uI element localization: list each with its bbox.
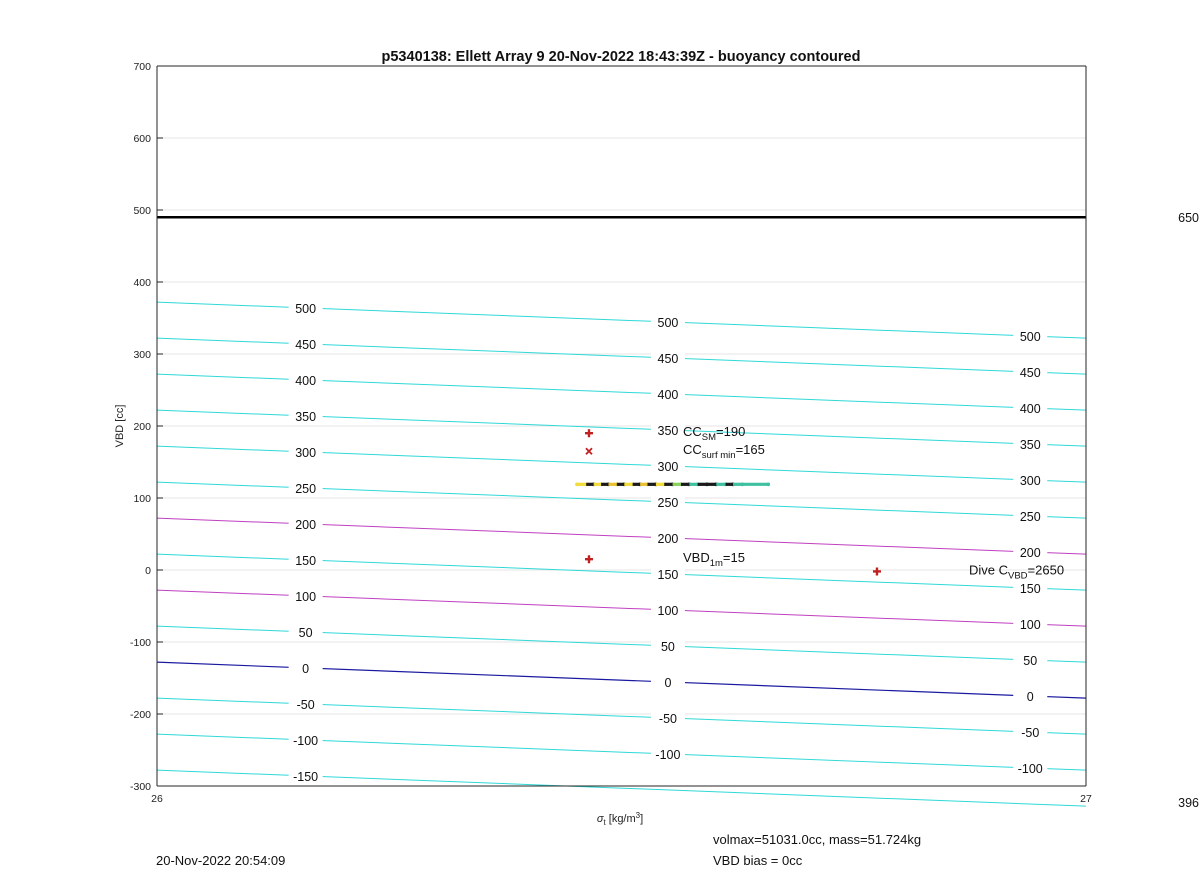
footer-volmax: volmax=51031.0cc, mass=51.724kg — [713, 832, 922, 847]
contour-label: 450 — [295, 337, 317, 352]
contour-label: 400 — [1019, 402, 1041, 416]
y-tick-label: 600 — [133, 133, 151, 145]
contour-label: 300 — [295, 445, 317, 460]
y-tick-label: -100 — [129, 637, 151, 649]
contour-label: 250 — [657, 495, 679, 510]
contour-label: 500 — [295, 301, 317, 316]
contour-label: -50 — [296, 697, 315, 712]
footer-vbd-bias: VBD bias = 0cc — [713, 853, 803, 868]
chart-title: p5340138: Ellett Array 9 20-Nov-2022 18:43:39Z - buoyancy contoured — [381, 49, 861, 65]
contour-label: -100 — [655, 747, 681, 762]
marker-VBD_1m — [585, 555, 593, 563]
marker-Dive_C_VBD — [873, 567, 881, 575]
y-tick-label: 700 — [133, 61, 151, 73]
contour-label: 350 — [657, 423, 679, 438]
x-axis-label: $\sigma_t$ $[kg/m^3]$ — [596, 811, 644, 827]
y-tick-label: 300 — [133, 349, 151, 361]
contour-label: 300 — [1019, 474, 1041, 488]
contour-label: 250 — [1019, 510, 1041, 524]
marker-CC_SM — [585, 429, 593, 437]
contour-label: 200 — [657, 531, 679, 546]
x-tick-label: 26 — [151, 793, 163, 805]
contour-label: 0 — [302, 661, 310, 676]
contour-label: 100 — [657, 603, 679, 618]
contour-label: 200 — [295, 517, 317, 532]
contour-label: 50 — [1023, 654, 1038, 668]
contour-label: 300 — [657, 459, 679, 474]
y-tick-label: -200 — [129, 709, 151, 721]
marker-CC_surf_min — [586, 448, 592, 454]
contour-label: 350 — [1019, 438, 1041, 452]
contour-label: 500 — [1019, 330, 1041, 344]
contour-label: -150 — [293, 769, 319, 784]
contour-label: 250 — [295, 481, 317, 496]
marker-label-CC_SM: $CC_{SM}=190$ — [682, 424, 746, 444]
y-tick-label: 0 — [145, 565, 151, 577]
contour-label: 50 — [298, 625, 313, 640]
contour-label: 200 — [1019, 546, 1041, 560]
dive-trace-point — [766, 483, 770, 487]
footer-timestamp: 20-Nov-2022 20:54:09 — [156, 853, 286, 868]
contour-label: 450 — [657, 351, 679, 366]
x-tick-label: 27 — [1080, 793, 1092, 805]
contour-label: -100 — [293, 733, 319, 748]
contour-label: -50 — [658, 711, 677, 726]
contour-label: 0 — [1026, 690, 1034, 704]
contour-layer — [157, 300, 1086, 806]
marker-label-CC_surf_min: $CC_{surf min}=165$ — [682, 442, 765, 462]
contour-label: 100 — [295, 589, 317, 604]
y-tick-label: 200 — [133, 421, 151, 433]
y-tick-label: 100 — [133, 493, 151, 505]
marker-label-VBD_1m: $VBD_{1m}=15$ — [682, 550, 745, 570]
contour-label: 500 — [657, 315, 679, 330]
contour-label: -100 — [1017, 762, 1043, 776]
contour-label: 400 — [295, 373, 317, 388]
contour-label: 0 — [664, 675, 672, 690]
grid-layer — [157, 66, 1086, 786]
y-tick-label: 400 — [133, 277, 151, 289]
right-axis-label: 396 — [1178, 796, 1199, 810]
contour-label: 150 — [295, 553, 317, 568]
contour-label: 50 — [660, 639, 675, 654]
contour-label: -50 — [1021, 726, 1040, 740]
contour-label: 400 — [657, 387, 679, 402]
contour-label: 450 — [1019, 366, 1041, 380]
contour-label: 100 — [1019, 618, 1041, 632]
contour-label: 150 — [1019, 582, 1041, 596]
dive-trace-layer — [575, 483, 770, 487]
y-tick-label: 500 — [133, 205, 151, 217]
y-axis-label: VBD [cc] — [114, 404, 126, 448]
marker-label-Dive_C_VBD: Dive $C_{VBD}=2650$ — [968, 562, 1065, 582]
contour-label: 350 — [295, 409, 317, 424]
contour-label: 150 — [657, 567, 679, 582]
y-tick-label: -300 — [129, 781, 151, 793]
right-axis-label: 650 — [1178, 211, 1199, 225]
